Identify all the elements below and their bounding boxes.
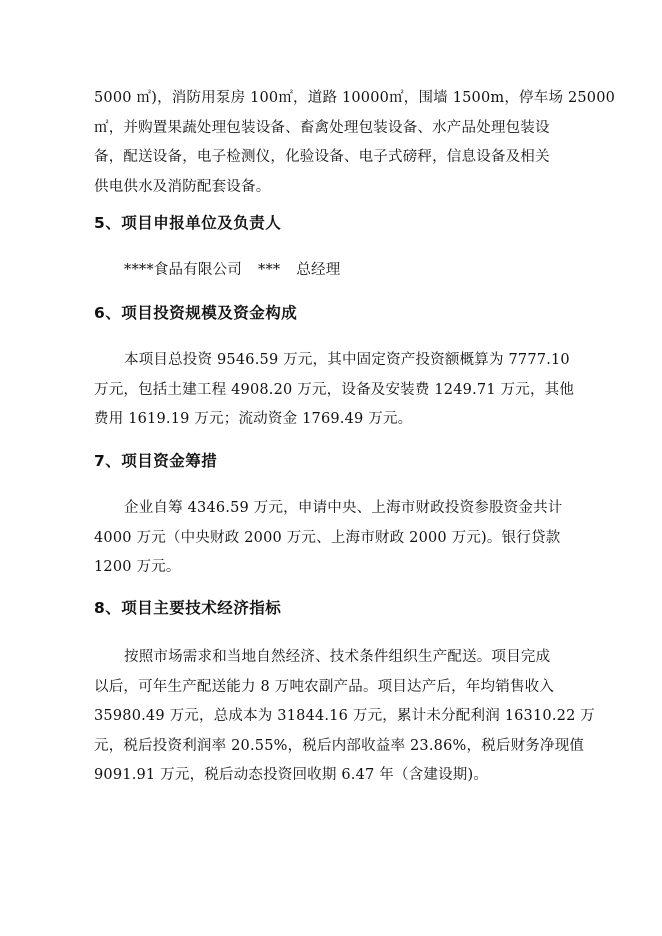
text-line: 供电供水及消防配套设备。 — [94, 178, 271, 195]
text-line: 5000 ㎡)，消防用泵房 100㎡，道路 10000㎡，围墙 1500m，停车场 25000 — [94, 90, 616, 106]
text-line: 1200 万元。 — [94, 559, 181, 575]
person-name: *** — [258, 262, 281, 278]
section7-paragraph — [94, 494, 594, 583]
section5-paragraph — [94, 256, 594, 286]
text-line: 备，配送设备，电子检测仪，化验设备、电子式磅秤，信息设备及相关 — [94, 149, 550, 165]
section6-heading: 6、项目投资规模及资金构成 — [94, 304, 298, 322]
text-line: 费用 1619.19 万元；流动资金 1769.49 万元。 — [94, 411, 413, 427]
section4-tail-paragraph — [94, 84, 616, 202]
section6-paragraph — [94, 346, 594, 435]
text-line: 按照市场需求和当地自然经济、技术条件组织生产配送。项目完成 — [124, 649, 551, 665]
text-line: 4000 万元（中央财政 2000 万元、上海市财政 2000 万元)。银行贷款 — [94, 529, 561, 546]
text-line: 企业自筹 4346.59 万元，申请中央、上海市财政投资参股资金共计 — [124, 500, 563, 516]
text-line: 35980.49 万元，总成本为 31844.16 万元，累计未分配利润 16310.22 万 — [94, 708, 596, 724]
section5-heading: 5、项目申报单位及负责人 — [94, 214, 282, 232]
section8-paragraph — [94, 643, 594, 791]
text-line: ㎡，并购置果蔬处理包装设备、畜禽处理包装设备、水产品处理包装设 — [94, 119, 550, 136]
text-line: 以后，可年生产配送能力 8 万吨农副产品。项目达产后，年均销售收入 — [94, 678, 555, 695]
text-line: 元，税后投资利润率 20.55%，税后内部收益率 23.86%，税后财务净现值 — [94, 737, 585, 754]
text-line: 万元，包括土建工程 4908.20 万元，设备及安装费 1249.71 万元，其他 — [94, 381, 575, 398]
text-line: 9091.91 万元，税后动态投资回收期 6.47 年（含建设期)。 — [94, 767, 489, 783]
company-name: ****食品有限公司 — [124, 262, 242, 278]
section7-heading: 7、项目资金筹措 — [94, 452, 218, 470]
person-title: 总经理 — [296, 262, 341, 278]
text-line: 本项目总投资 9546.59 万元，其中固定资产投资额概算为 7777.10 — [124, 352, 570, 368]
responsible-line — [94, 256, 594, 286]
section8-heading: 8、项目主要技术经济指标 — [94, 599, 282, 617]
